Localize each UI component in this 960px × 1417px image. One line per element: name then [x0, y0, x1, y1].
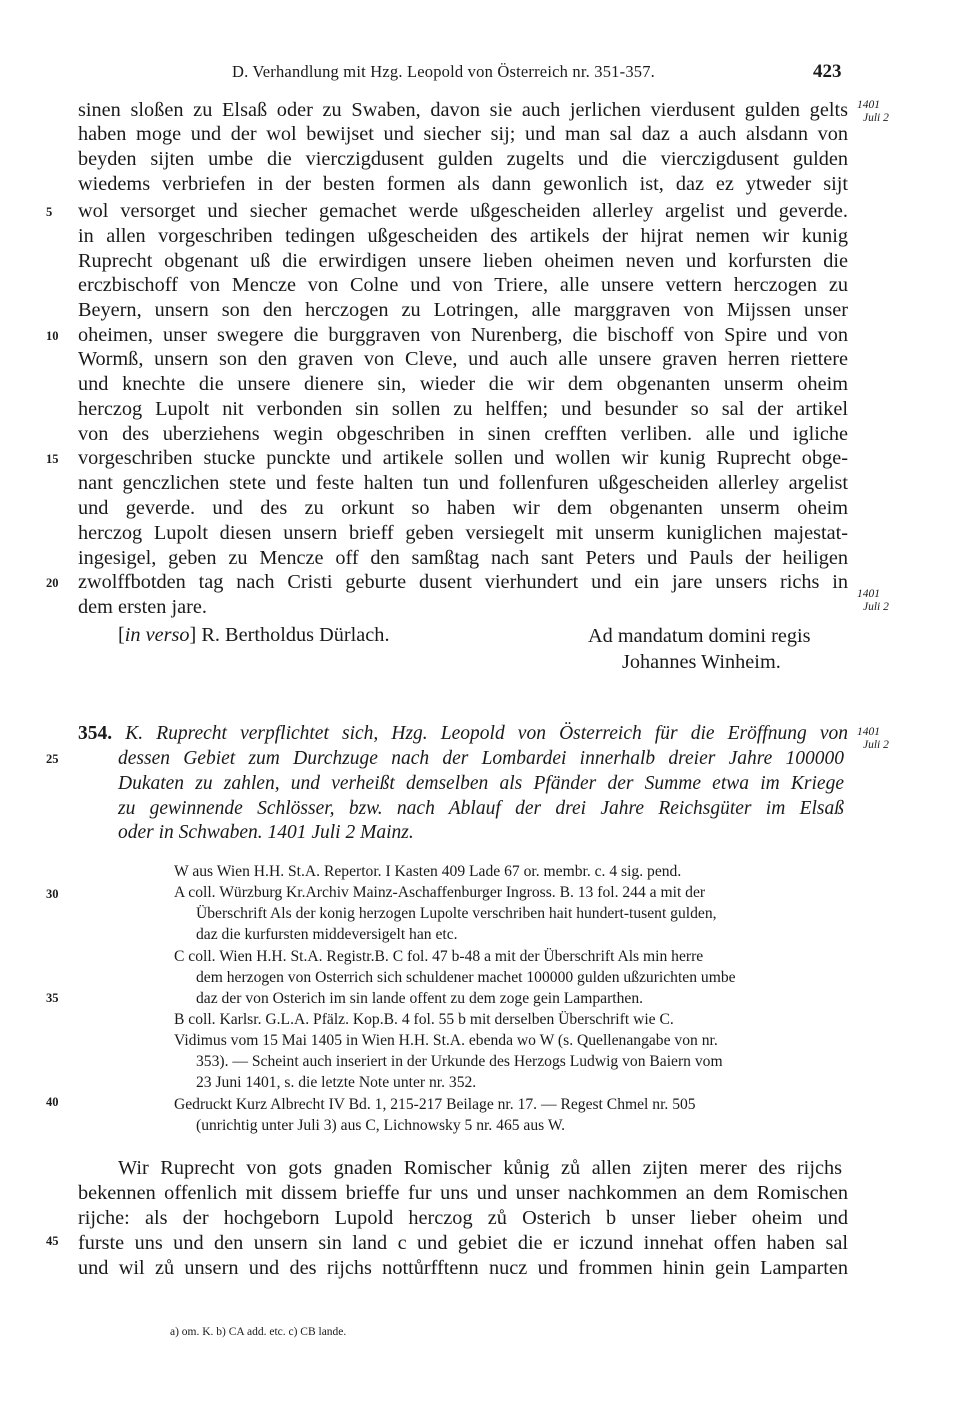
text-line: ingesigel, geben zu Mencze off den samßtag nach sant Peters und Pauls der heiligen	[78, 547, 848, 569]
text-line: dem ersten jare.	[78, 596, 207, 618]
text-line: Wormß, unsern son den graven von Cleve, und auch alle unsere graven herren riettere	[78, 348, 848, 370]
margin-date-year: 1401	[857, 588, 880, 600]
charter-line: rijche: als der hochgeborn Lupold herczog zů Osterich b unser lieber oheim und	[78, 1207, 848, 1229]
line-number: 10	[46, 329, 59, 343]
line-number: 25	[46, 752, 59, 766]
running-head: D. Verhandlung mit Hzg. Leopold von Österreich nr. 351-357.	[232, 62, 656, 81]
source-line: C coll. Wien H.H. St.A. Registr.B. C fol. 47 b-48 a mit der Überschrift Als min herre	[174, 948, 704, 965]
text-line: wol versorget und siecher gemachet werde ußgescheiden allerley argelist und geverde.	[78, 200, 848, 222]
text-line: vorgeschriben stucke punckte und artikele sollen und wollen wir kunig Ruprecht obge-	[78, 447, 848, 469]
verso-label: in verso	[124, 624, 190, 646]
source-line: A coll. Würzburg Kr.Archiv Mainz-Aschaffenburger Ingross. B. 13 fol. 244 a mit der	[174, 884, 706, 901]
source-line: 23 Juni 1401, s. die letzte Note unter nr. 352.	[196, 1074, 477, 1091]
margin-date-year: 1401	[857, 726, 880, 738]
text-line: und knechte die unsere dienere sin, wieder die wir dem obgenanten unserm oheim	[78, 373, 848, 395]
source-line: dem herzogen von Osterrich sich schuldener machet 100000 gulden ußzurichten umbe	[196, 969, 736, 986]
text-line: haben moge und der wol bewijset und siecher sij; und man sal daz a auch alsdann von	[78, 123, 848, 145]
regest-line: dessen Gebiet zum Durchzuge nach der Lombardei innerhalb dreier Jahre 100000	[118, 748, 844, 769]
footnotes: a) om. K. b) CA add. etc. c) CB lande.	[170, 1326, 347, 1338]
margin-date-year: 1401	[857, 99, 880, 111]
text-line: sinen sloßen zu Elsaß oder zu Swaben, davon sie auch jerlichen vierdusent gulden gelts	[78, 99, 848, 121]
line-number: 35	[46, 991, 59, 1005]
regest-line	[78, 722, 848, 746]
margin-date-day: Juli 2	[863, 112, 889, 124]
text-line: wiedems verbriefen in der besten formen als dann gewonlich ist, daz ez ytweder sijt	[78, 173, 848, 195]
line-number: 15	[46, 452, 59, 466]
page-number: 423	[813, 61, 842, 82]
text-line: und geverde. und des zu orkunt so haben wir dem obgenanten unserm oheim	[78, 497, 848, 519]
text-line: in allen vorgeschriben tedingen ußgescheiden des artikels der hijrat nemen wir kunig	[78, 225, 848, 247]
charter-line: Wir Ruprecht von gots gnaden Romischer kůnig zů allen zijten merer des rijchs	[118, 1157, 842, 1179]
source-line: Vidimus vom 15 Mai 1405 in Wien H.H. St.A. ebenda wo W (s. Quellenangabe von nr.	[174, 1032, 718, 1049]
source-line: B coll. Karlsr. G.L.A. Pfälz. Kop.B. 4 fol. 55 b mit derselben Überschrift wie C.	[174, 1011, 674, 1028]
margin-date-day: Juli 2	[863, 739, 889, 751]
page-header	[0, 62, 960, 88]
charter-line: und wil zů unsern und des rijchs nottůrfftenn nucz und frommen hinin gein Lamparten	[78, 1257, 848, 1279]
text-line: erczbischoff von Mencze von Colne und von Triere, alle unsere vettern herczogen zu	[78, 274, 848, 296]
line-number: 45	[46, 1234, 59, 1248]
margin-date-middle	[857, 588, 889, 614]
line-number: 20	[46, 576, 59, 590]
source-line: Gedruckt Kurz Albrecht IV Bd. 1, 215-217 Beilage nr. 17. — Regest Chmel nr. 505	[174, 1096, 696, 1113]
margin-date-regest	[857, 726, 889, 752]
margin-date-top	[857, 99, 889, 125]
mandate-line: Ad mandatum domini regis	[588, 625, 811, 647]
source-line: (unrichtig unter Juli 3) aus C, Lichnowsky 5 nr. 465 aus W.	[196, 1117, 566, 1134]
text-line: von des uberziehens wegin obgeschriben in sinen crefften verliben. alle und igliche	[78, 423, 848, 445]
verso-name: R. Bertholdus Dürlach.	[201, 624, 390, 646]
source-line: daz die kurfursten middeversigelt han etc.	[196, 926, 458, 943]
source-line: daz der von Osterich im sin lande offent zu dem zoge gein Lamparthen.	[196, 990, 644, 1007]
charter-line: furste uns und den unsern sin land c und gebiet die er iczund innehat offen haben sal	[78, 1232, 848, 1254]
text-line: Beyern, unsern son den herczogen zu Lotringen, alle marggraven von Mijssen unser	[78, 299, 848, 321]
margin-date-day: Juli 2	[863, 601, 889, 613]
regest-line: oder in Schwaben. 1401 Juli 2 Mainz.	[118, 822, 414, 843]
line-number: 5	[46, 205, 53, 219]
text-line: Ruprecht obgenant uß die erwirdigen unsere lieben oheimen neven und korfursten die	[78, 250, 848, 272]
mandate-name: Johannes Winheim.	[622, 651, 781, 673]
charter-line: bekennen offenlich mit dissem brieffe fur uns und unser nachkommen an dem Romischen	[78, 1182, 848, 1204]
text-line: oheimen, unser swegere die burggraven von Nurenberg, die bischoff von Spire und von	[78, 324, 848, 346]
regest-number: 354.	[78, 723, 113, 744]
source-line: W aus Wien H.H. St.A. Repertor. I Kasten 409 Lade 67 or. membr. c. 4 sig. pend.	[174, 863, 682, 880]
text-line: nant genczlichen stete und feste halten tun und follenfuren ußgescheiden allerley argelist	[78, 472, 848, 494]
regest-line-text: K. Ruprecht verpflichtet sich, Hzg. Leopold von Österreich für die Eröffnung von	[125, 723, 848, 744]
line-number: 40	[46, 1095, 59, 1109]
line-number: 30	[46, 887, 59, 901]
text-line: beyden sijten umbe die vierczigdusent gulden zugelts und die vierczigdusent gulden	[78, 148, 848, 170]
source-line: Überschrift Als der konig herzogen Lupolte verschriben hait hundert-tusent gulden,	[196, 905, 717, 922]
text-line: zwolffbotden tag nach Cristi geburte dusent vierhundert und ein jare unsers richs in	[78, 571, 848, 593]
regest-line: Dukaten zu zahlen, und verheißt demselben als Pfänder der Summe etwa im Kriege	[118, 773, 844, 794]
text-line: herczog Lupolt diesen unsern brieff geben versiegelt mit unserm kuniglichen majestat-	[78, 522, 848, 544]
verso-note: [in verso] R. Bertholdus Dürlach.	[118, 624, 390, 646]
text-line: herczog Lupolt nit verbonden sin sollen zu helffen; und besunder so sal der artikel	[78, 398, 848, 420]
regest-line: zu gewinnende Schlösser, bzw. nach Ablauf der drei Jahre Reichsgüter im Elsaß	[118, 798, 844, 819]
source-line: 353). — Scheint auch inseriert in der Urkunde des Herzogs Ludwig von Baiern vom	[196, 1053, 723, 1070]
